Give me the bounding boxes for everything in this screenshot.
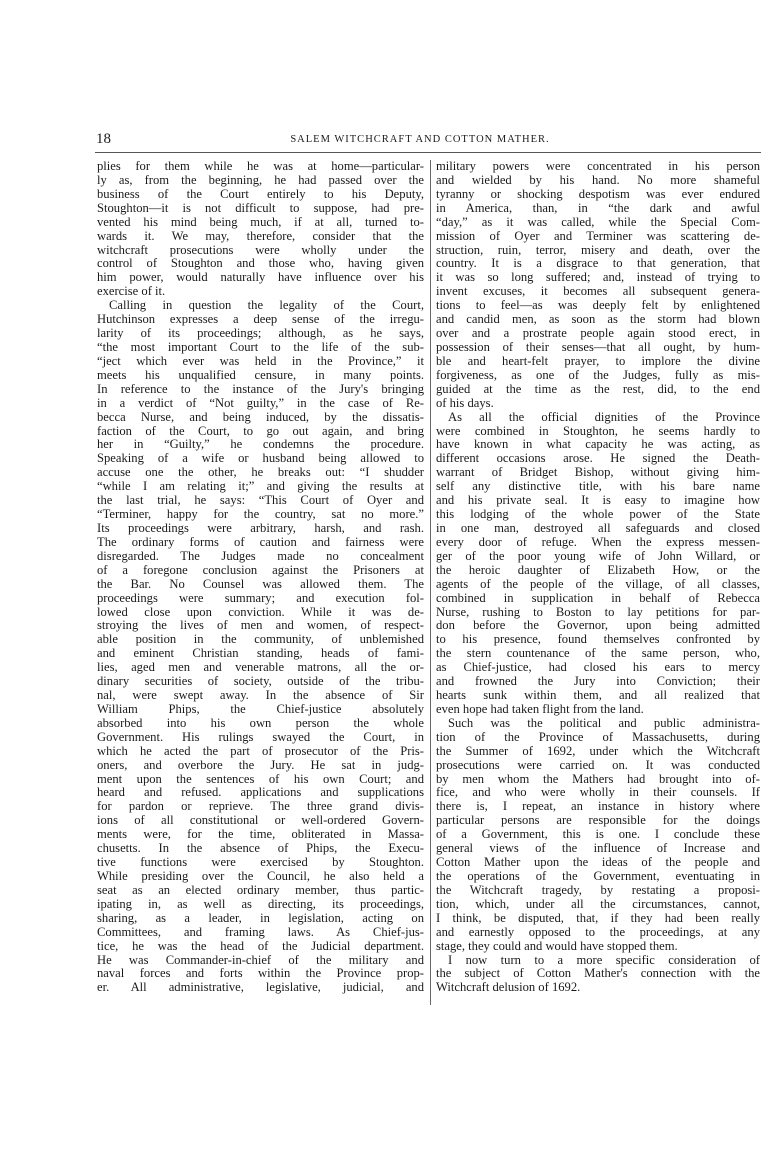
text-line: witchcraft prosecutions were wholly under the (97, 242, 424, 257)
text-line: ly as, from the beginning, he had passed over the (97, 172, 424, 187)
text-line: of his days. (436, 395, 494, 410)
text-line: control of Stoughton and those who, having given (97, 256, 424, 271)
text-line: Witchcraft delusion of 1692. (436, 980, 581, 995)
text-line: stage, they could and would have stopped them. (436, 938, 678, 953)
text-line: proceedings were summary; and execution fol- (97, 590, 424, 605)
text-line: every door of refuge. When the express messen- (436, 534, 760, 549)
text-line: and candid men, as soon as the storm had blown (436, 312, 760, 327)
text-line: “ject which ever was held in the Province,” it (97, 353, 424, 368)
text-line: fice, and who were wholly in their counsels. If (436, 785, 760, 800)
text-line: naval forces and forts within the Province prop- (97, 966, 424, 981)
text-line: Its proceedings were arbitrary, harsh, and rash. (97, 520, 424, 535)
text-line: The ordinary forms of caution and fairness were (97, 534, 424, 549)
text-line: were combined in Stoughton, he seems hardly to (436, 423, 760, 438)
text-line: general views of the influence of Increase and (436, 841, 760, 856)
text-line: the operations of the Government, eventuating in (436, 869, 760, 884)
text-line: As all the official dignities of the Province (448, 409, 760, 424)
text-line: in a verdict of “Not guilty,” in the case of Re- (97, 395, 424, 410)
text-line: ions of all constitutional or well-ordered Govern- (97, 813, 424, 828)
text-line: there is, I repeat, an instance in history where (436, 799, 760, 814)
text-line: to his presence, found themselves confronted by (436, 632, 760, 647)
text-line: and eminent Christian standing, heads of fami- (97, 646, 424, 661)
text-line: this lodging of the whole power of the State (436, 507, 760, 522)
text-line: ments were, for the time, obliterated in Massa- (97, 827, 424, 842)
text-line: tion of the Province of Massachusetts, during (436, 729, 760, 744)
text-line: faction of the Court, to go out again, and bring (97, 423, 424, 438)
text-line: Calling in question the legality of the Court, (109, 298, 424, 313)
text-line: prosecutions were carried on. It was conducted (436, 757, 760, 772)
text-line: even hope had taken flight from the land. (436, 701, 644, 716)
text-line: larity of its proceedings; although, as he says, (97, 326, 424, 341)
text-line: the heroic daughter of Elizabeth How, or the (436, 562, 760, 577)
text-line: tion, which, under all the circumstances, cannot, (436, 896, 760, 911)
text-line: Hutchinson expresses a deep sense of the irregu- (97, 312, 424, 327)
text-line: her in “Guilty,” he condemns the procedure. (97, 437, 424, 452)
text-line: country. It is a disgrace to that generation, that (436, 256, 760, 271)
text-line: Speaking of a wife or husband being allowed to (97, 451, 424, 466)
text-line: him power, would naturally have influence over his (97, 270, 424, 285)
text-line: forgiveness, as one of the Judges, fully as mis- (436, 367, 760, 382)
text-line: mission of Oyer and Terminer was scattering de- (436, 228, 760, 243)
text-line: the Summer of 1692, under which the Witchcraft (436, 743, 760, 758)
text-line: accuse one the other, he breaks out: “I shudder (97, 465, 424, 480)
text-line: He was Commander-in-chief of the military and (97, 952, 424, 967)
text-line: possession of their senses—that all ought, by hum- (436, 339, 760, 354)
text-line: as Chief-justice, had closed his ears to mercy (436, 660, 760, 675)
text-line: ble and heart-felt prayer, to implore the divine (436, 353, 760, 368)
text-line: Nurse, rushing to Boston to lay petitions for par- (436, 604, 760, 619)
page-number: 18 (96, 131, 111, 147)
text-line: “day,” as it was called, while the Special Com- (436, 214, 760, 229)
text-line: self any distinctive title, with his bare name (436, 479, 760, 494)
text-line: Stoughton—it is not difficult to suppose, had pre- (97, 200, 424, 215)
text-line: While presiding over the Council, he also held a (97, 869, 424, 884)
text-line: the last trial, he says: “This Court of Oyer and (97, 493, 424, 508)
text-line: guided at the time as the rest, did, to the end (436, 381, 760, 396)
text-line: different occasions arose. He signed the Death- (436, 451, 760, 466)
text-line: absorbed into his own person the whole (97, 715, 424, 730)
text-line: tyranny or shocking despotism was ever endured (436, 186, 760, 201)
text-line: er. All administrative, legislative, judicial, and (97, 980, 424, 995)
text-line: hearts sunk within them, and all realized that (436, 688, 760, 703)
text-line: I now turn to a more specific consideration of (448, 952, 760, 967)
text-line: sharing, as a leader, in legislation, acting on (97, 910, 424, 925)
text-line: warrant of Bridget Bishop, without giving him- (436, 465, 760, 480)
text-line: William Phips, the Chief-justice absolutely (97, 701, 424, 716)
text-line: which he acted the part of prosecutor of the Pris- (97, 743, 424, 758)
text-line: ment upon the sentences of his own Court; and (97, 771, 424, 786)
text-line: I think, be disputed, that, if they had been really (436, 910, 760, 925)
text-line: of a foregone conclusion against the Prisoners at (97, 562, 424, 577)
text-line: vented his mind being much, if at all, turned to- (97, 214, 424, 229)
text-line: business of the Court entirely to his Deputy, (97, 186, 424, 201)
text-line: don before the Governor, upon being admitted (436, 618, 760, 633)
text-line: dinary securities of society, outside of the tribu- (97, 674, 424, 689)
text-line: agents of the people of the village, of all classes, (436, 576, 760, 591)
text-line: tions to feel—as was deeply felt by enlightened (436, 298, 760, 313)
text-line: and frowned the Jury into Conviction; their (436, 674, 760, 689)
text-line: tice, he was the head of the Judicial department. (97, 938, 424, 953)
running-title: SALEM WITCHCRAFT AND COTTON MATHER. (290, 134, 550, 145)
text-line: for pardon or reprieve. The three grand divis- (97, 799, 424, 814)
text-line: oners, and overbore the Jury. He sat in judg- (97, 757, 424, 772)
text-line: “while I am relating it;” and giving the results at (97, 479, 424, 494)
text-line: chusetts. In the absence of Phips, the Execu- (97, 841, 424, 856)
text-line: ipating in, as well as directing, its proceedings, (97, 896, 424, 911)
text-column-left (97, 160, 424, 995)
text-line: struction, ruin, terror, misery and death, over the (436, 242, 760, 257)
text-line: stroying the lives of men and women, of respect- (97, 618, 424, 633)
text-line: plies for them while he was at home—particular- (97, 159, 424, 173)
text-line: wards it. We may, therefore, consider that the (97, 228, 424, 243)
text-line: and wielded by his hand. No more shameful (436, 172, 760, 187)
text-line: the Bar. No Counsel was allowed them. The (97, 576, 424, 591)
text-line: over and a prostrate people again stood erect, in (436, 326, 760, 341)
text-line: becca Nurse, and being induced, by the dissatis- (97, 409, 424, 424)
text-column-right (436, 160, 760, 995)
text-line: In reference to the instance of the Jury's bringing (97, 381, 424, 396)
text-line: exercise of it. (97, 284, 166, 299)
text-line: “Terminer, happy for the country, sat no more.” (97, 507, 424, 522)
text-line: Such was the political and public administra- (448, 715, 760, 730)
text-line: the Witchcraft tragedy, by restating a proposi- (436, 882, 760, 897)
text-line: combined in supplication in behalf of Rebecca (436, 590, 760, 605)
text-line: have known in what capacity he was acting, as (436, 437, 760, 452)
text-line: heard and refused. applications and supplications (97, 785, 424, 800)
text-line: lowed close upon conviction. While it was de- (97, 604, 424, 619)
text-line: meets his unqualified censure, in many points. (97, 367, 424, 382)
text-line: and earnestly opposed to the proceedings, at any (436, 924, 760, 939)
text-line: nal, were swept away. In the absence of Sir (97, 688, 424, 703)
text-line: able position in the community, of unblemished (97, 632, 424, 647)
column-divider (430, 160, 431, 1005)
text-line: particular persons are responsible for the doings (436, 813, 760, 828)
text-line: Government. His rulings swayed the Court, in (97, 729, 424, 744)
text-line: by men whom the Mathers had brought into of- (436, 771, 760, 786)
text-line: Cotton Mather upon the ideas of the people and (436, 855, 760, 870)
text-line: invent excuses, it becomes all subsequent genera- (436, 284, 760, 299)
text-line: military powers were concentrated in his person (436, 159, 760, 173)
text-line: of a Government, this is one. I conclude these (436, 827, 760, 842)
text-line: “the most important Court to the life of the sub- (97, 339, 424, 354)
text-line: lies, aged men and venerable matrons, all the or- (97, 660, 424, 675)
text-line: it was so long suffered; and, instead of trying to (436, 270, 760, 285)
text-line: Committees, and framing laws. As Chief-jus- (97, 924, 424, 939)
text-line: in America, than, in “the dark and awful (436, 200, 760, 215)
text-line: and his private seal. It is easy to imagine how (436, 493, 760, 508)
text-line: tive functions were exercised by Stoughton. (97, 855, 424, 870)
text-line: seat as an elected ordinary member, thus partic- (97, 882, 424, 897)
text-line: disregarded. The Judges made no concealment (97, 548, 424, 563)
text-line: in one man, destroyed all safeguards and closed (436, 520, 760, 535)
text-line: the subject of Cotton Mather's connection with the (436, 966, 760, 981)
text-line: ger of the poor young wife of John Willard, or (436, 548, 760, 563)
header-rule (95, 152, 761, 153)
text-line: the stern countenance of the same person, who, (436, 646, 760, 661)
